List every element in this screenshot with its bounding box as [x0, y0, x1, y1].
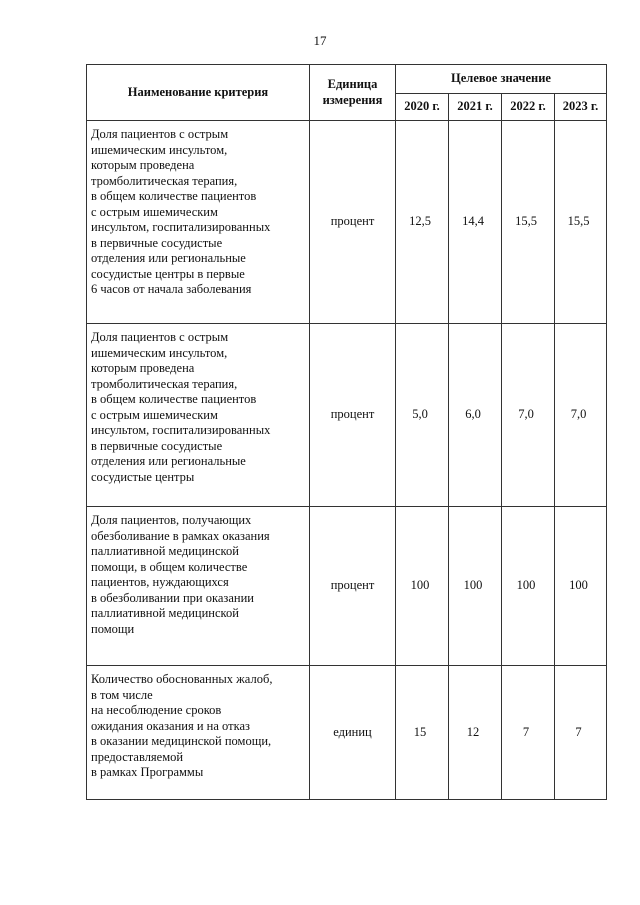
header-year: 2021 г.	[449, 94, 502, 121]
value-cell: 7,0	[502, 324, 555, 507]
value-cell: 5,0	[396, 324, 449, 507]
table-row	[87, 507, 607, 666]
header-year: 2022 г.	[502, 94, 555, 121]
criterion-cell: Доля пациентов с острым ишемическим инсультом, которым проведена тромболитическая терапия, в общем количестве пациентов с острым ишемическим инсультом, госпитализированных в первичные сосудистые отделения или региональные сосудистые центры в первые 6 часов от начала заболевания	[87, 121, 310, 324]
header-year: 2020 г.	[396, 94, 449, 121]
value-cell: 12,5	[396, 121, 449, 324]
value-cell: 15	[396, 666, 449, 800]
table-row	[87, 324, 607, 507]
page-number: 17	[313, 33, 327, 48]
value-cell: 7,0	[555, 324, 607, 507]
value-cell: 7	[502, 666, 555, 800]
table-row	[87, 121, 607, 324]
unit-cell: процент	[310, 507, 396, 666]
header-target-value: Целевое значение	[396, 65, 607, 94]
criterion-cell: Количество обоснованных жалоб, в том числе на несоблюдение сроков ожидания оказания и на отказ в оказании медицинской помощи, предоставляемой в рамках Программы	[87, 666, 310, 800]
header-criterion: Наименование критерия	[87, 65, 310, 121]
value-cell: 7	[555, 666, 607, 800]
header-unit: Единица измерения	[310, 65, 396, 121]
unit-cell: процент	[310, 121, 396, 324]
value-cell: 12	[449, 666, 502, 800]
value-cell: 15,5	[555, 121, 607, 324]
header-year: 2023 г.	[555, 94, 607, 121]
value-cell: 100	[555, 507, 607, 666]
table-header-row	[87, 65, 607, 94]
value-cell: 14,4	[449, 121, 502, 324]
value-cell: 100	[502, 507, 555, 666]
criteria-table	[86, 64, 607, 800]
value-cell: 6,0	[449, 324, 502, 507]
criterion-cell: Доля пациентов с острым ишемическим инсультом, которым проведена тромболитическая терапия, в общем количестве пациентов с острым ишемическим инсультом, госпитализированных в первичные сосудистые отделения или региональные сосудистые центры	[87, 324, 310, 507]
criterion-cell: Доля пациентов, получающих обезболивание в рамках оказания паллиативной медицинской помощи, в общем количестве пациентов, нуждающихся в обезболивании при оказании паллиативной медицинской помощи	[87, 507, 310, 666]
value-cell: 100	[449, 507, 502, 666]
table-row	[87, 666, 607, 800]
value-cell: 100	[396, 507, 449, 666]
unit-cell: единиц	[310, 666, 396, 800]
unit-cell: процент	[310, 324, 396, 507]
value-cell: 15,5	[502, 121, 555, 324]
